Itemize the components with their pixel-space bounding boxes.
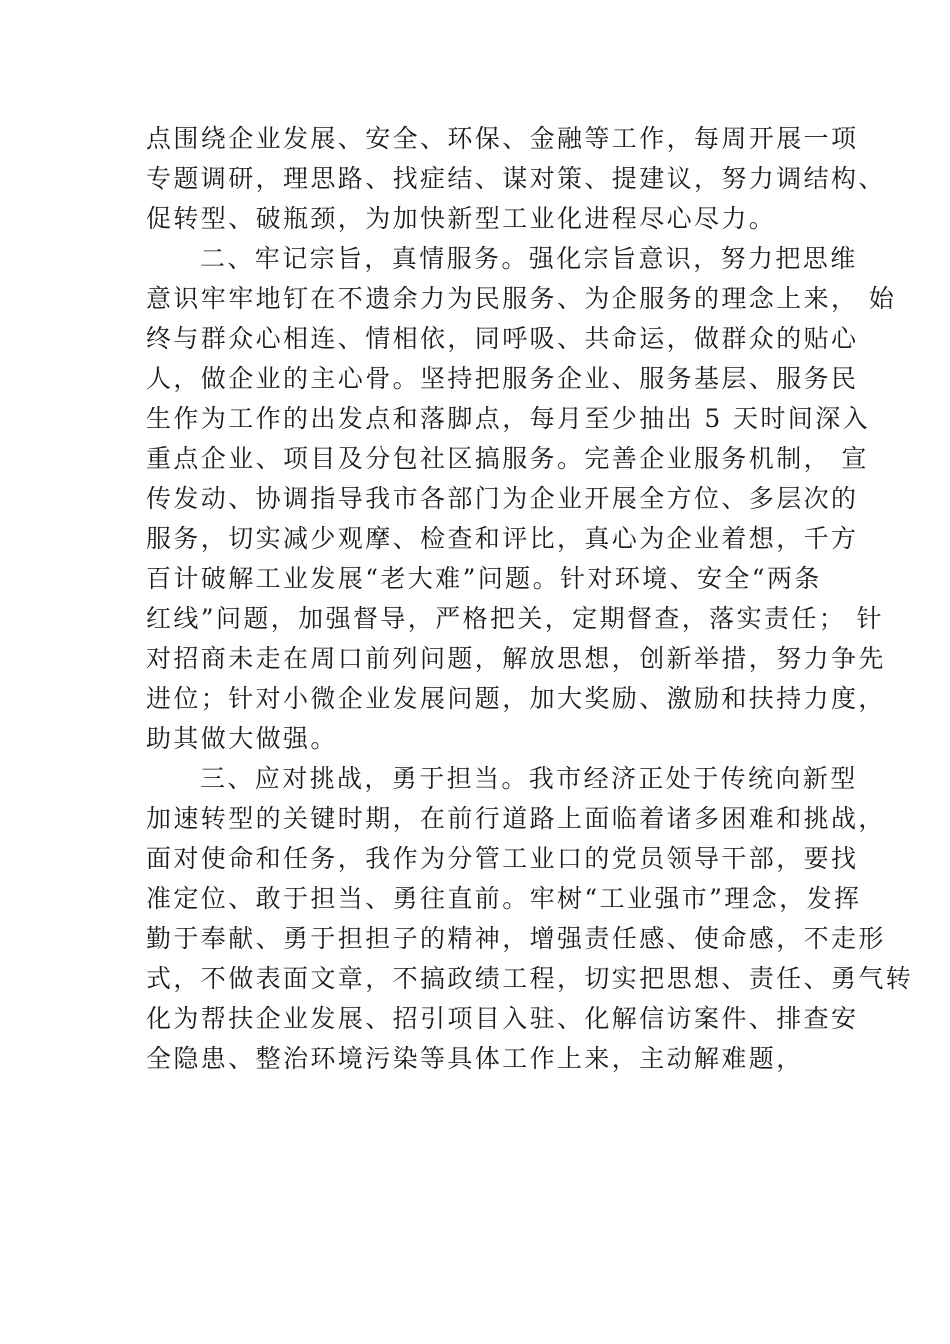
text-line: 化为帮扶企业发展、招引项目入驻、化解信访案件、排查安 bbox=[146, 1004, 859, 1033]
paragraph-start-line: 三、应对挑战，勇于担当。我市经济正处于传统向新型 bbox=[200, 764, 858, 793]
text-line: 助其做大做强。 bbox=[146, 724, 338, 753]
body-text bbox=[146, 119, 914, 1079]
text-line: 生作为工作的出发点和落脚点，每月至少抽出 5 天时间深入 bbox=[146, 404, 871, 433]
text-line: 百计破解工业发展“老大难”问题。针对环境、安全“两条 bbox=[146, 564, 822, 593]
text-line: 准定位、敢于担当、勇往直前。牢树“工业强市”理念，发挥 bbox=[146, 884, 862, 913]
paragraph-start-line: 二、牢记宗旨，真情服务。强化宗旨意识，努力把思维 bbox=[200, 244, 858, 273]
text-line: 对招商未走在周口前列问题，解放思想，创新举措，努力争先 bbox=[146, 644, 886, 673]
text-line: 服务，切实减少观摩、检查和评比，真心为企业着想，千方 bbox=[146, 524, 859, 553]
text-line: 传发动、协调指导我市各部门为企业开展全方位、多层次的 bbox=[146, 484, 859, 513]
text-line: 勤于奉献、勇于担担子的精神，增强责任感、使命感，不走形 bbox=[146, 924, 886, 953]
text-line: 专题调研，理思路、找症结、谋对策、提建议，努力调结构、 bbox=[146, 164, 886, 193]
text-line: 终与群众心相连、情相依，同呼吸、共命运，做群众的贴心 bbox=[146, 324, 859, 353]
text-line: 重点企业、项目及分包社区搞服务。完善企业服务机制， 宣 bbox=[146, 444, 869, 473]
text-line: 红线”问题，加强督导，严格把关，定期督查，落实责任； 针 bbox=[146, 604, 884, 633]
text-line: 点围绕企业发展、安全、环保、金融等工作，每周开展一项 bbox=[146, 124, 859, 153]
text-line: 全隐患、整治环境污染等具体工作上来，主动解难题， bbox=[146, 1044, 804, 1073]
text-line: 意识牢牢地钉在不遗余力为民服务、为企服务的理念上来， 始 bbox=[146, 284, 897, 313]
text-line: 面对使命和任务，我作为分管工业口的党员领导干部，要找 bbox=[146, 844, 859, 873]
text-line: 人，做企业的主心骨。坚持把服务企业、服务基层、服务民 bbox=[146, 364, 859, 393]
text-line: 式，不做表面文章，不搞政绩工程，切实把思想、责任、勇气转 bbox=[146, 964, 914, 993]
text-line: 促转型、破瓶颈，为加快新型工业化进程尽心尽力。 bbox=[146, 204, 777, 233]
text-line: 加速转型的关键时期，在前行道路上面临着诸多困难和挑战， bbox=[146, 804, 886, 833]
text-line: 进位；针对小微企业发展问题，加大奖励、激励和扶持力度， bbox=[146, 684, 886, 713]
